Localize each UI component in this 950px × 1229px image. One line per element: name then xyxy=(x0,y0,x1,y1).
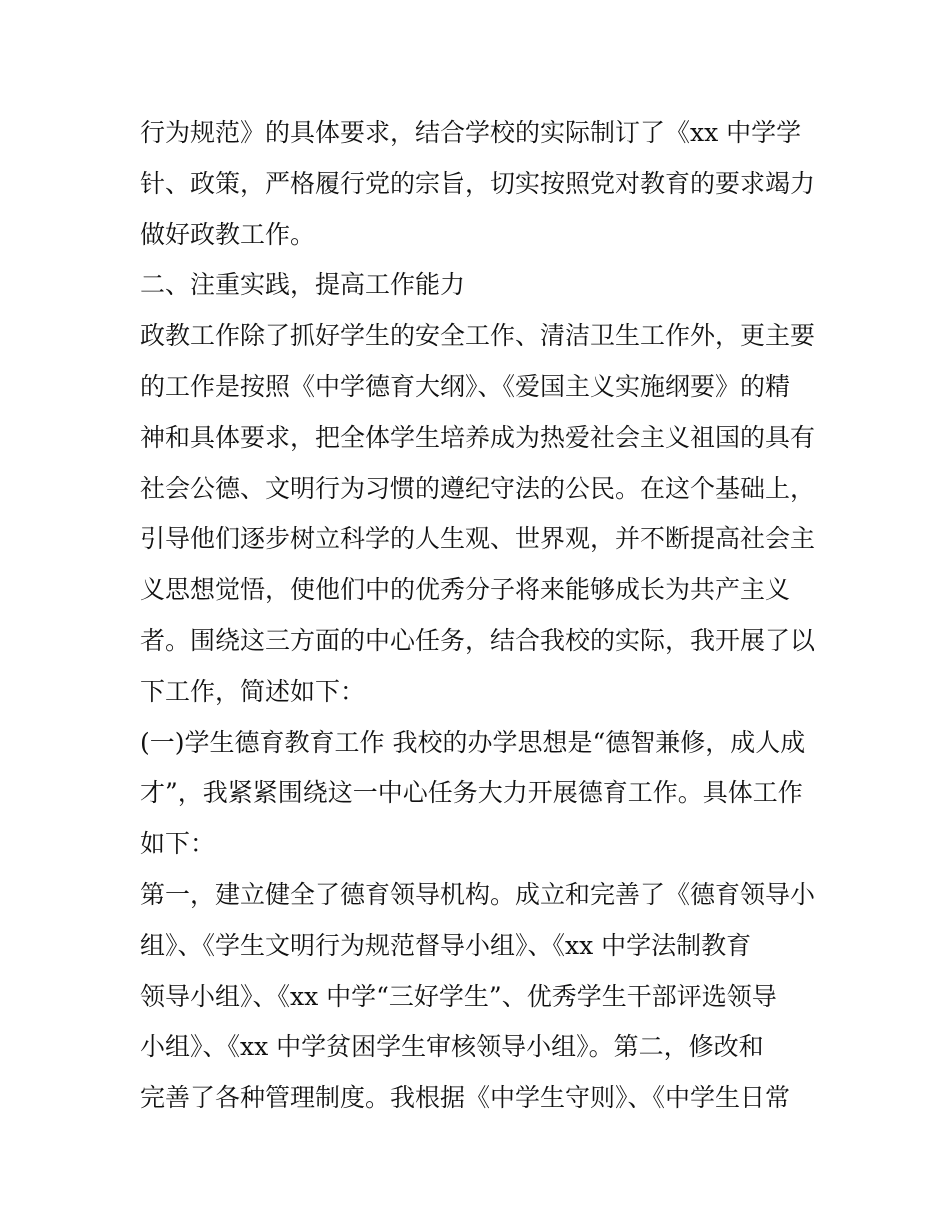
text-line: 小组》、《xx 中学贫困学生审核领导小组》。第二，修改和 xyxy=(140,1032,764,1062)
text-line: 完善了各种管理制度。我根据《中学生守则》、《中学生日常 xyxy=(140,1083,791,1113)
text-line: 引导他们逐步树立科学的人生观、世界观，并不断提高社会主 xyxy=(140,524,816,554)
text-line: 第一，建立健全了德育领导机构。成立和完善了《德育领导小 xyxy=(140,879,816,909)
text-line: 的工作是按照《中学德育大纲》、《爱国主义实施纲要》的精 xyxy=(140,371,791,401)
text-line: 义思想觉悟，使他们中的优秀分子将来能够成长为共产主义 xyxy=(140,575,791,605)
text-line: 神和具体要求，把全体学生培养成为热爱社会主义祖国的具有 xyxy=(140,422,816,452)
text-line: 领导小组》、《xx 中学“三好学生”、优秀学生干部评选领导 xyxy=(140,981,777,1011)
document-body xyxy=(140,108,830,1124)
text-line: 针、政策，严格履行党的宗旨，切实按照党对教育的要求竭力 xyxy=(140,168,816,198)
text-line: 政教工作除了抓好学生的安全工作、清洁卫生工作外，更主要 xyxy=(140,321,816,351)
text-line: 做好政教工作。 xyxy=(140,219,316,249)
text-line: 社会公德、文明行为习惯的遵纪守法的公民。在这个基础上， xyxy=(140,473,816,503)
text-line: 下工作，简述如下： xyxy=(140,676,366,706)
text-line: (一)学生德育教育工作 我校的办学思想是“德智兼修，成人成 xyxy=(140,727,806,757)
text-line: 行为规范》的具体要求，结合学校的实际制订了《xx 中学学 xyxy=(140,118,802,147)
text-line: 者。围绕这三方面的中心任务，结合我校的实际，我开展了以 xyxy=(140,625,816,655)
text-line: 如下： xyxy=(140,829,216,859)
text-line: 组》、《学生文明行为规范督导小组》、《xx 中学法制教育 xyxy=(140,930,752,960)
text-line: 才”，我紧紧围绕这一中心任务大力开展德育工作。具体工作 xyxy=(140,778,803,808)
section-heading: 二、注重实践，提高工作能力 xyxy=(140,270,466,300)
